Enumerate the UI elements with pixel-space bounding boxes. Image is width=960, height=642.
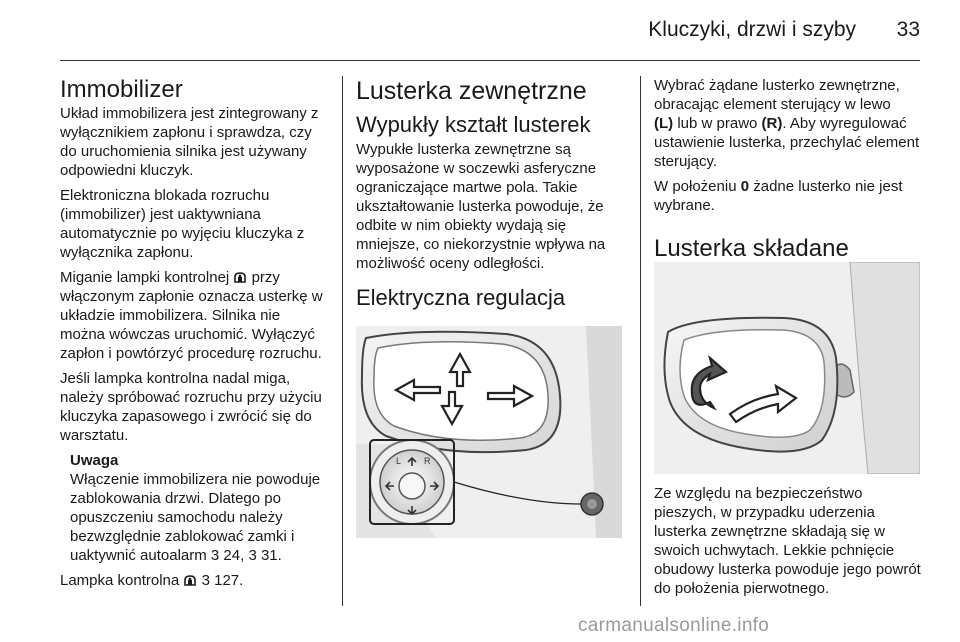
immobilizer-paragraph-3: Miganie lampki kontrolnej przy włączonym zapłonie oznacza usterkę w układzie immobilizera. Silnika nie można wówczas uruchomić. Wyłączyć zapłon i powtórzyć procedurę rozruchu. — [60, 269, 323, 362]
page-header — [0, 0, 960, 56]
lamp-page-reference[interactable]: 3 127. — [201, 572, 244, 589]
mirror-folding-figure — [654, 262, 920, 474]
column-exterior-mirrors — [356, 76, 628, 466]
warning-lamp-reference: Lampka kontrolna 3 127. — [60, 572, 244, 589]
immobilizer-lamp-icon — [183, 574, 197, 586]
immobilizer-heading: Immobilizer — [60, 76, 183, 103]
note-title: Uwaga — [70, 452, 119, 469]
chapter-title: Kluczyki, drzwi i szyby — [648, 18, 856, 41]
knob-center — [399, 473, 425, 499]
convex-shape-paragraph: Wypukłe lusterka zewnętrzne są wyposażone w soczewki asferyczne ograniczające martwe pola. Takie ukształtowanie lusterka powoduje, że odbite w nim obiekty wydają się mniejsze, co niekorzystnie wpływa na możliwość oceny odległości. — [356, 141, 606, 272]
folding-mirrors-heading: Lusterka składane — [654, 235, 849, 262]
exterior-mirrors-heading: Lusterka zewnętrzne — [356, 77, 587, 105]
mirror-adjustment-figure — [356, 326, 622, 538]
note-box — [70, 451, 328, 565]
mirror-selection-paragraph: Wybrać żądane lusterko zewnętrzne, obracając element sterujący w lewo (L) lub w prawo (R). Aby wyregulować ustawienie lusterka, przechylać element sterujący. — [654, 77, 920, 170]
column-divider-2 — [640, 76, 641, 606]
column-immobilizer — [60, 76, 328, 596]
note-text: Włączenie immobilizera nie powoduje zablokowania drzwi. Dlatego po opuszczeniu samochodu należy bezwzględnie zablokować zamki i uaktywnić autoalarm 3 24, 3 31. — [70, 471, 321, 564]
electric-adjustment-heading: Elektryczna regulacja — [356, 285, 566, 310]
note-reference-2[interactable]: 3 31. — [248, 547, 282, 564]
page-number: 33 — [896, 18, 920, 41]
immobilizer-warning-icon — [233, 271, 247, 283]
position-zero-paragraph: W położeniu 0 żadne lusterko nie jest wybrane. — [654, 178, 903, 214]
knob-label-l: L — [396, 456, 402, 466]
immobilizer-paragraph-2: Elektroniczna blokada rozruchu (immobilizer) jest uaktywniana automatycznie po wyjęciu kluczyka z wyłącznika zapłonu. — [60, 187, 305, 261]
header-divider — [60, 60, 920, 61]
convex-shape-heading: Wypukły kształt lusterek — [356, 112, 591, 137]
immobilizer-paragraph-4: Jeśli lampka kontrolna nadal miga, należy spróbować rozruchu przy użyciu kluczyka zapasowego i zwrócić się do warsztatu. — [60, 370, 322, 444]
immobilizer-paragraph-1: Układ immobilizera jest zintegrowany z wyłącznikiem zapłonu i sprawdza, czy do uruchomienia silnika jest używany odpowiedni kluczyk. — [60, 105, 319, 179]
column-divider-1 — [342, 76, 343, 606]
note-reference-1[interactable]: 3 24, — [210, 547, 245, 564]
folding-mirrors-paragraph: Ze względu na bezpieczeństwo pieszych, w przypadku uderzenia lusterka zewnętrzne składają się w swoich uchwytach. Lekkie pchnięcie obudowy lusterka powoduje jego powrót do położenia pierwotnego. — [654, 485, 921, 597]
watermark: carmanualsonline.info — [578, 615, 770, 636]
column-mirror-selection — [654, 76, 926, 597]
control-location-center — [587, 499, 597, 509]
knob-label-r: R — [424, 456, 431, 466]
